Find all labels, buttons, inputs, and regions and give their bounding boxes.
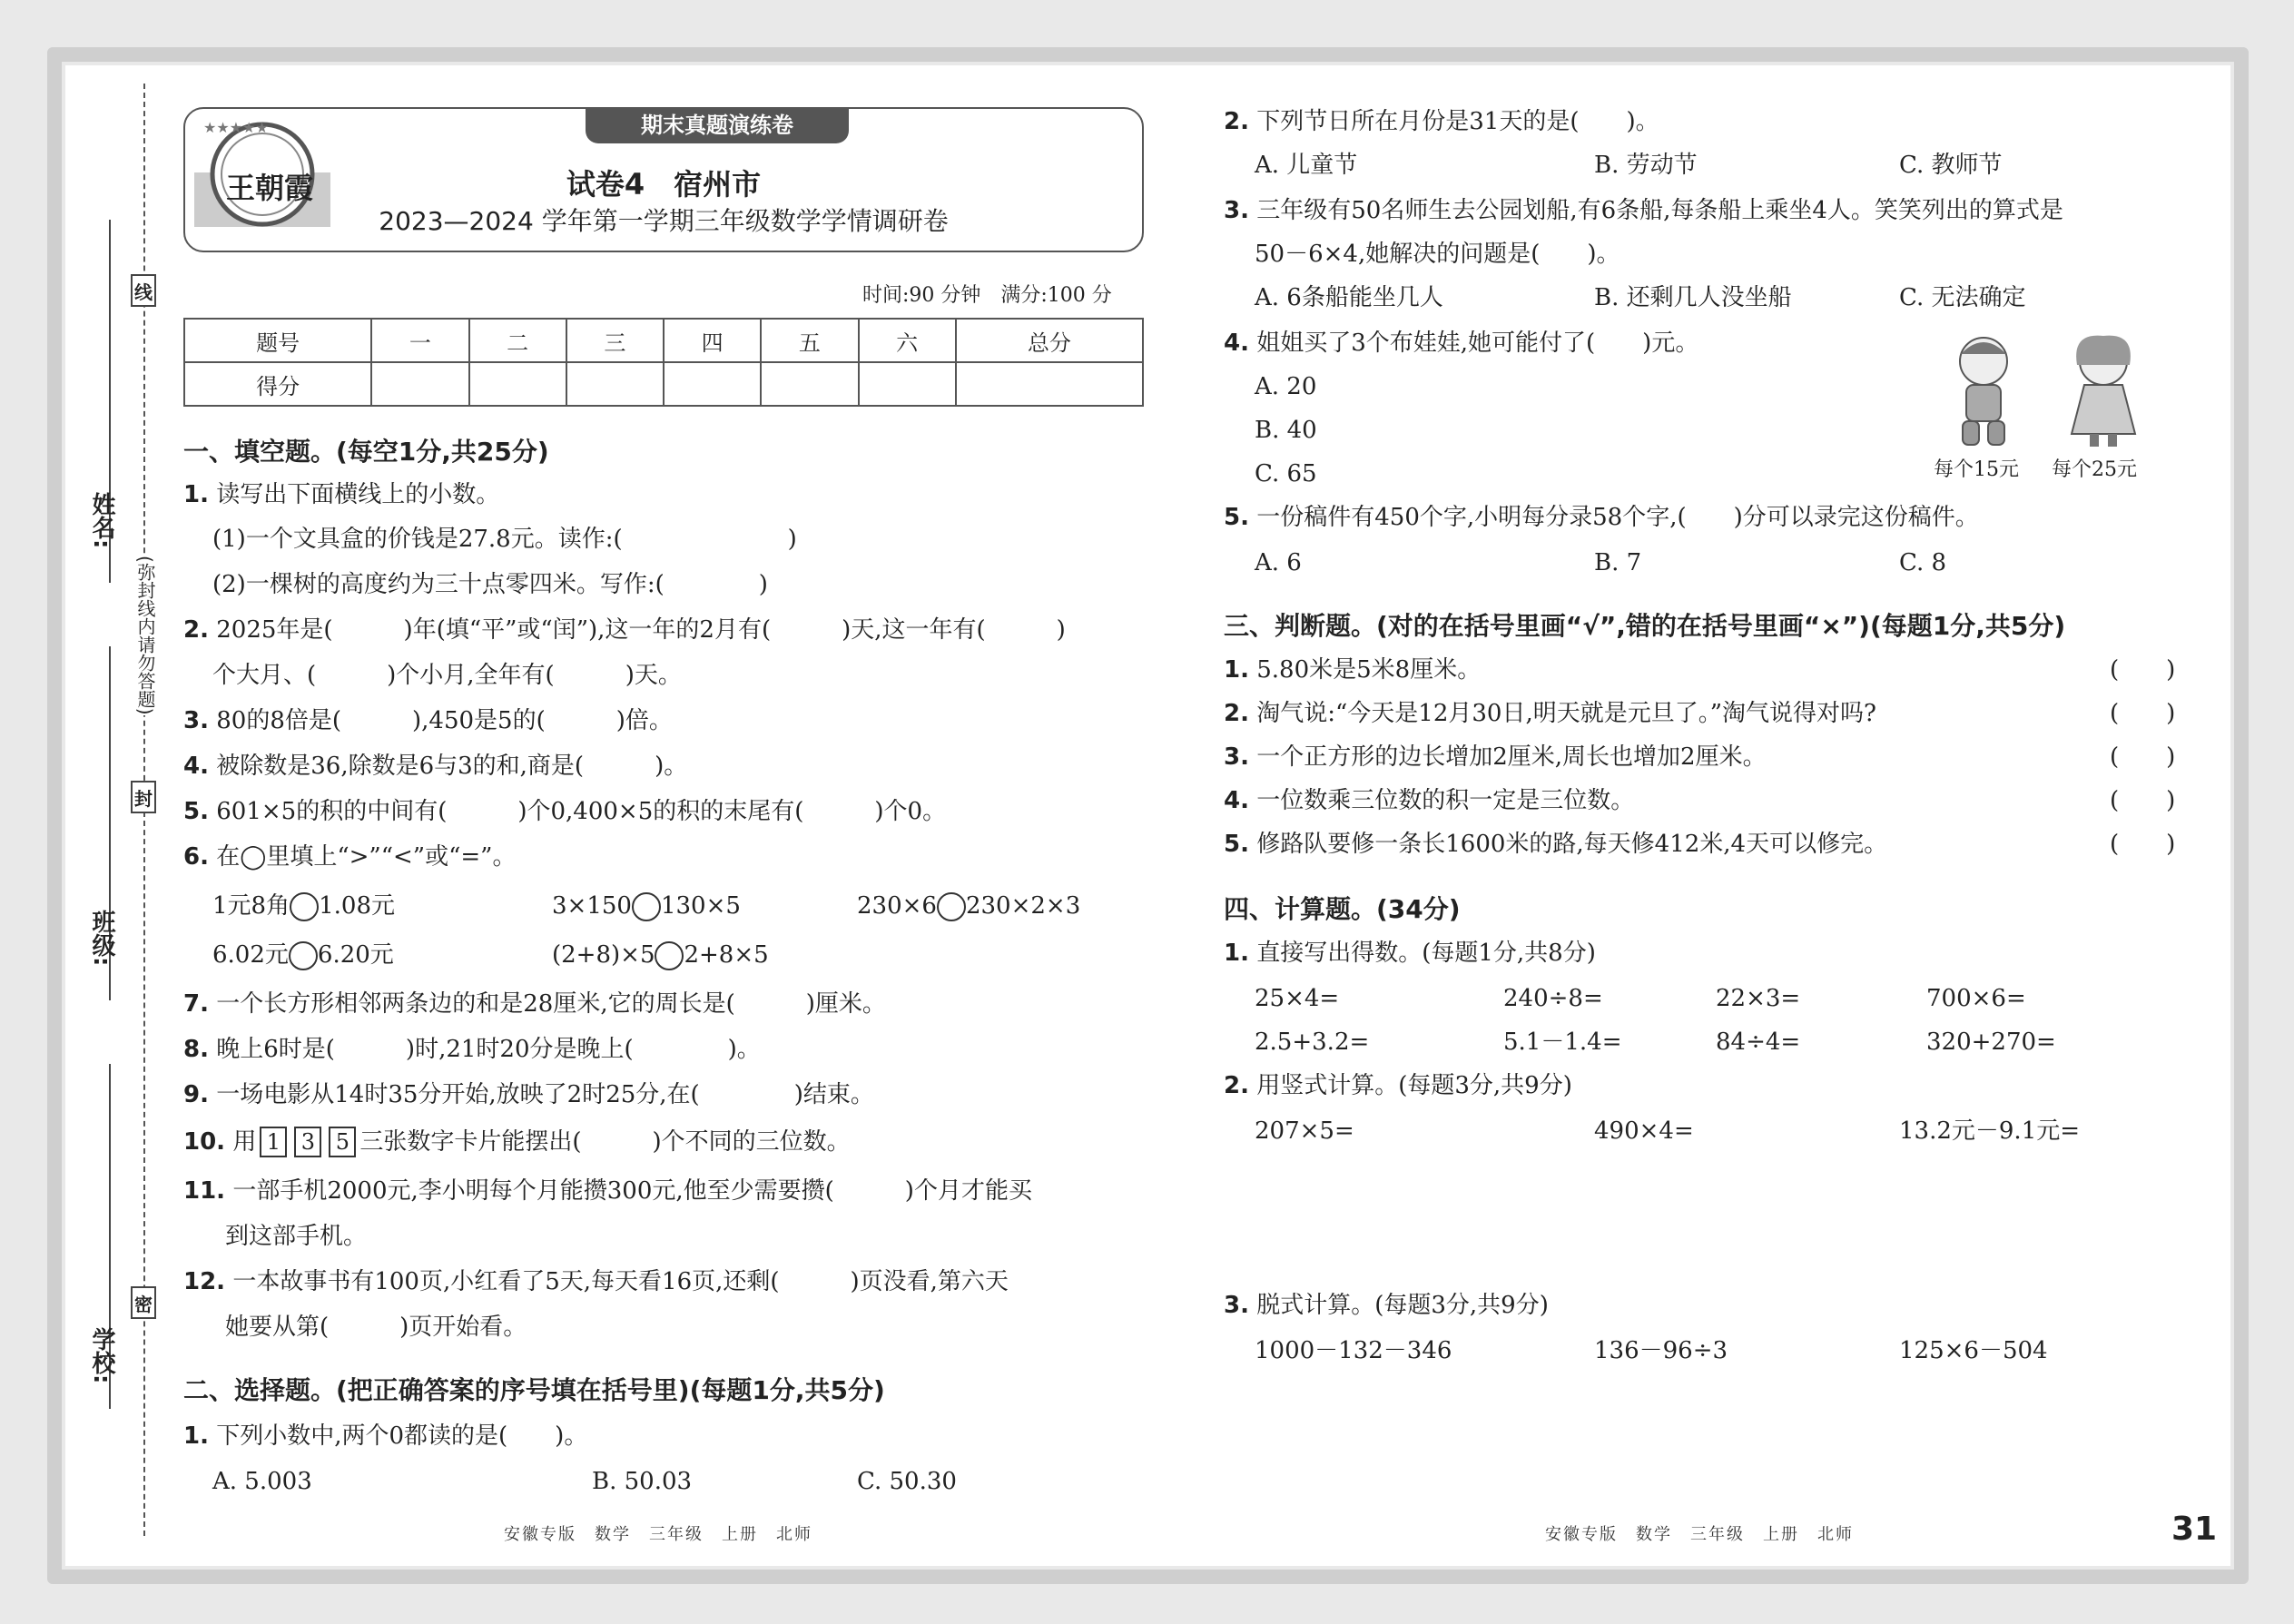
q-text: 一份稿件有450个字,小明每分录58个字,( )分可以录完这份稿件。 bbox=[1256, 504, 1979, 531]
q-text: 修路队要修一条长1600米的路,每天修412米,4天可以修完。 bbox=[1256, 831, 1888, 858]
mental-calc: 2.5+3.2= bbox=[1255, 1029, 1370, 1056]
q-num: 7. bbox=[183, 990, 209, 1018]
score-col: 六 bbox=[859, 319, 956, 362]
s1-q7 bbox=[183, 986, 886, 1022]
s2-q3-opt-c[interactable]: C. 无法确定 bbox=[1899, 284, 2026, 311]
svg-text:★★★★★: ★★★★★ bbox=[203, 119, 269, 136]
s1-q6 bbox=[183, 839, 516, 875]
judge-item-5 bbox=[1224, 826, 1887, 862]
q-num: 5. bbox=[183, 798, 209, 825]
q-num: 12. bbox=[183, 1268, 226, 1295]
q-num: 1. bbox=[183, 1422, 209, 1450]
q-text: 一位数乘三位数的积一定是三位数。 bbox=[1256, 787, 1635, 814]
digit-card: 5 bbox=[329, 1127, 356, 1157]
judge-item-1 bbox=[1224, 652, 1481, 688]
s2-q1-opt-c[interactable]: C. 50.30 bbox=[857, 1468, 957, 1495]
s1-q4 bbox=[183, 748, 687, 784]
mental-calc: 320+270= bbox=[1926, 1029, 2056, 1056]
vertical-calc: 490×4= bbox=[1594, 1117, 1694, 1145]
q-text: 姐姐买了3个布娃娃,她可能付了( )元。 bbox=[1256, 330, 1699, 357]
mental-calc: 240÷8= bbox=[1503, 985, 1603, 1012]
s1-q5 bbox=[183, 793, 946, 830]
q-num: 3. bbox=[1224, 1292, 1249, 1319]
s1-q12-cont: 她要从第( )页开始看。 bbox=[225, 1314, 527, 1341]
s1-q8 bbox=[183, 1031, 761, 1068]
q-text: 读写出下面横线上的小数。 bbox=[216, 481, 500, 508]
q-num: 8. bbox=[183, 1036, 209, 1063]
q-num: 11. bbox=[183, 1177, 226, 1205]
score-table bbox=[183, 318, 1144, 407]
score-col: 五 bbox=[761, 319, 858, 362]
q-num: 9. bbox=[183, 1081, 209, 1108]
score-cell[interactable] bbox=[469, 362, 566, 406]
q-text: 5.80米是5米8厘米。 bbox=[1256, 656, 1482, 684]
judge-answer-3[interactable]: ( ) bbox=[2110, 743, 2176, 771]
mental-calc: 84÷4= bbox=[1716, 1029, 1801, 1056]
q-num: 1. bbox=[183, 481, 209, 508]
score-value-row bbox=[184, 362, 1143, 406]
compare-left: (2+8)×5 bbox=[552, 941, 655, 969]
boy-doll-icon bbox=[1943, 332, 2024, 450]
s2-q4 bbox=[1224, 325, 1698, 361]
s2-q2 bbox=[1224, 103, 1659, 140]
score-row-label: 得分 bbox=[184, 362, 371, 406]
vertical-calc: 207×5= bbox=[1255, 1117, 1354, 1145]
s1-q9 bbox=[183, 1077, 874, 1113]
q-num: 10. bbox=[183, 1128, 226, 1156]
compare-left: 6.02元 bbox=[212, 941, 289, 969]
q-num: 1. bbox=[1224, 656, 1249, 684]
seal-mark-secret: 密 bbox=[131, 1286, 156, 1319]
q-text: 被除数是36,除数是6与3的和,商是( )。 bbox=[216, 753, 688, 780]
q-text-post: 三张数字卡片能摆出( )个不同的三位数。 bbox=[359, 1128, 851, 1156]
s2-q5-opt-a[interactable]: A. 6 bbox=[1255, 549, 1302, 576]
compare-circle[interactable] bbox=[937, 892, 966, 921]
score-cell[interactable] bbox=[664, 362, 761, 406]
calc-part-2 bbox=[1224, 1068, 1572, 1104]
q-text: 晚上6时是( )时,21时20分是晚上( )。 bbox=[216, 1036, 761, 1063]
score-cell[interactable] bbox=[956, 362, 1143, 406]
q-text: 在◯里填上“>”“<”或“=”。 bbox=[216, 843, 517, 871]
s1-q11-cont: 到这部手机。 bbox=[225, 1223, 368, 1250]
q-text: 一本故事书有100页,小红看了5天,每天看16页,还剩( )页没看,第六天 bbox=[232, 1268, 1009, 1295]
compare-left: 3×150 bbox=[552, 892, 632, 920]
score-cell[interactable] bbox=[859, 362, 956, 406]
compare-circle[interactable] bbox=[655, 941, 684, 970]
q-num: 3. bbox=[183, 707, 209, 734]
s2-q3 bbox=[1224, 192, 2063, 229]
step-calc: 125×6－504 bbox=[1899, 1337, 2048, 1364]
q-text: 用竖式计算。(每题3分,共9分) bbox=[1256, 1072, 1572, 1099]
q-num: 4. bbox=[1224, 330, 1249, 357]
compare-4 bbox=[212, 937, 394, 973]
section1-title: 一、填空题。(每空1分,共25分) bbox=[183, 437, 549, 467]
s2-q4-opt-b[interactable]: B. 40 bbox=[1255, 417, 1317, 444]
s2-q2-opt-c[interactable]: C. 教师节 bbox=[1899, 152, 2003, 179]
girl-doll-image bbox=[2063, 332, 2144, 450]
compare-right: 2+8×5 bbox=[684, 941, 769, 969]
q-text: 一场电影从14时35分开始,放映了2时25分,在( )结束。 bbox=[216, 1081, 874, 1108]
step-calc: 136－96÷3 bbox=[1594, 1337, 1728, 1364]
vertical-calc: 13.2元－9.1元= bbox=[1899, 1117, 2081, 1145]
s1-q3 bbox=[183, 703, 673, 739]
seal-note: (弥封线内请勿答题) bbox=[133, 556, 159, 715]
judge-item-2 bbox=[1224, 695, 1876, 732]
mental-calc: 22×3= bbox=[1716, 985, 1801, 1012]
compare-5 bbox=[552, 937, 769, 973]
score-cell[interactable] bbox=[566, 362, 664, 406]
q-text: 淘气说:“今天是12月30日,明天就是元旦了。”淘气说得对吗? bbox=[1256, 700, 1876, 727]
q-num: 2. bbox=[183, 616, 209, 644]
compare-2 bbox=[552, 888, 741, 924]
s2-q4-opt-c[interactable]: C. 65 bbox=[1255, 460, 1317, 487]
score-col: 总分 bbox=[956, 319, 1143, 362]
score-cell[interactable] bbox=[761, 362, 858, 406]
judge-answer-4[interactable]: ( ) bbox=[2110, 787, 2176, 814]
q-text: 601×5的积的中间有( )个0,400×5的积的末尾有( )个0。 bbox=[216, 798, 947, 825]
price-boy-doll: 每个15元 bbox=[1934, 458, 2019, 481]
time-score-info: 时间:90 分钟 满分:100 分 bbox=[862, 284, 1112, 307]
compare-left: 1元8角 bbox=[212, 892, 290, 920]
s1-q2 bbox=[183, 612, 1066, 648]
boy-doll-image bbox=[1943, 332, 2024, 450]
judge-answer-5[interactable]: ( ) bbox=[2110, 831, 2176, 858]
compare-right: 230×2×3 bbox=[965, 892, 1081, 920]
digit-card: 3 bbox=[294, 1127, 321, 1157]
step-calc: 1000－132－346 bbox=[1255, 1337, 1452, 1364]
footer-left: 安徽专版 数学 三年级 上册 北师 bbox=[504, 1525, 812, 1544]
q-num: 6. bbox=[183, 843, 209, 871]
mental-calc: 5.1－1.4= bbox=[1503, 1029, 1622, 1056]
q-text: 直接写出得数。(每题1分,共8分) bbox=[1256, 940, 1596, 967]
q-text: 一部手机2000元,李小明每个月能攒300元,他至少需要攒( )个月才能买 bbox=[232, 1177, 1032, 1205]
q-text: 用 bbox=[232, 1128, 257, 1156]
q-text: 2025年是( )年(填“平”或“闰”),这一年的2月有( )天,这一年有( ) bbox=[216, 616, 1066, 644]
s1-q1 bbox=[183, 477, 499, 513]
q-text: 下列节日所在月份是31天的是( )。 bbox=[1256, 108, 1659, 135]
s1-q10 bbox=[183, 1124, 851, 1160]
judge-item-4 bbox=[1224, 782, 1634, 819]
s2-q5-opt-c[interactable]: C. 8 bbox=[1899, 549, 1947, 576]
compare-right: 130×5 bbox=[660, 892, 741, 920]
q-num: 4. bbox=[183, 753, 209, 780]
q-text: 一个长方形相邻两条边的和是28厘米,它的周长是( )厘米。 bbox=[216, 990, 886, 1018]
exam-title: 试卷4 宿州市 bbox=[566, 167, 762, 202]
score-col: 题号 bbox=[184, 319, 371, 362]
logo-text: 王朝霞 bbox=[226, 171, 314, 205]
compare-circle[interactable] bbox=[289, 941, 318, 970]
compare-circle[interactable] bbox=[290, 892, 319, 921]
s2-q3-opt-b[interactable]: B. 还剩几人没坐船 bbox=[1594, 284, 1792, 311]
school-label: 学校: bbox=[88, 1327, 115, 1384]
q-text: 下列小数中,两个0都读的是( )。 bbox=[216, 1422, 588, 1450]
calc-part-1 bbox=[1224, 935, 1596, 971]
q-num: 2. bbox=[1224, 700, 1249, 727]
compare-1 bbox=[212, 888, 395, 924]
s2-q3-opt-a[interactable]: A. 6条船能坐几人 bbox=[1255, 284, 1443, 311]
q-num: 3. bbox=[1224, 197, 1249, 224]
seal-mark-line: 线 bbox=[131, 274, 156, 307]
s1-q1a: (1)一个文具盒的价钱是27.8元。读作:( ) bbox=[212, 526, 797, 553]
mental-calc: 25×4= bbox=[1255, 985, 1340, 1012]
price-girl-doll: 每个25元 bbox=[2052, 458, 2137, 481]
compare-right: 1.08元 bbox=[319, 892, 395, 920]
exam-subtitle: 2023—2024 学年第一学期三年级数学学情调研卷 bbox=[379, 206, 949, 236]
name-label: 姓名: bbox=[88, 492, 115, 549]
section3-title: 三、判断题。(对的在括号里画“√”,错的在括号里画“×”)(每题1分,共5分) bbox=[1224, 611, 2066, 641]
compare-3 bbox=[857, 888, 1080, 924]
q-num: 2. bbox=[1224, 1072, 1249, 1099]
compare-circle[interactable] bbox=[632, 892, 661, 921]
s1-q11 bbox=[183, 1173, 1032, 1209]
page-number: 31 bbox=[2171, 1511, 2218, 1548]
s2-q1-opt-a[interactable]: A. 5.003 bbox=[212, 1468, 312, 1495]
s2-q5-opt-b[interactable]: B. 7 bbox=[1594, 549, 1642, 576]
score-col: 二 bbox=[469, 319, 566, 362]
s2-q5 bbox=[1224, 499, 1979, 536]
judge-answer-2[interactable]: ( ) bbox=[2110, 700, 2176, 727]
binding-sidebar bbox=[65, 65, 165, 1566]
q-text: 脱式计算。(每题3分,共9分) bbox=[1256, 1292, 1549, 1319]
calc-part-3 bbox=[1224, 1287, 1549, 1324]
judge-answer-1[interactable]: ( ) bbox=[2110, 656, 2176, 684]
q-num: 2. bbox=[1224, 108, 1249, 135]
score-col: 一 bbox=[371, 319, 468, 362]
compare-right: 6.20元 bbox=[317, 941, 394, 969]
digit-card: 1 bbox=[260, 1127, 287, 1157]
score-col: 三 bbox=[566, 319, 664, 362]
score-col: 四 bbox=[664, 319, 761, 362]
s2-q1 bbox=[183, 1418, 587, 1454]
s2-q4-opt-a[interactable]: A. 20 bbox=[1255, 373, 1317, 400]
s2-q2-opt-a[interactable]: A. 儿童节 bbox=[1255, 152, 1358, 179]
q-num: 5. bbox=[1224, 831, 1249, 858]
score-cell[interactable] bbox=[371, 362, 468, 406]
exam-type-banner: 期末真题演练卷 bbox=[586, 107, 849, 143]
q-text: 80的8倍是( ),450是5的( )倍。 bbox=[216, 707, 673, 734]
s1-q12 bbox=[183, 1264, 1009, 1300]
section4-title: 四、计算题。(34分) bbox=[1224, 894, 1461, 924]
q-num: 1. bbox=[1224, 940, 1249, 967]
s1-q1b: (2)一棵树的高度约为三十点零四米。写作:( ) bbox=[212, 571, 768, 598]
q-num: 4. bbox=[1224, 787, 1249, 814]
class-label: 班级: bbox=[88, 910, 115, 967]
footer-right: 安徽专版 数学 三年级 上册 北师 bbox=[1545, 1525, 1854, 1544]
q-num: 5. bbox=[1224, 504, 1249, 531]
score-header-row bbox=[184, 319, 1143, 362]
s1-q2-cont: 个大月、( )个小月,全年有( )天。 bbox=[212, 662, 682, 689]
s2-q1-opt-b[interactable]: B. 50.03 bbox=[592, 1468, 693, 1495]
mental-calc: 700×6= bbox=[1926, 985, 2026, 1012]
seal-mark-seal: 封 bbox=[131, 781, 156, 813]
q-text: 一个正方形的边长增加2厘米,周长也增加2厘米。 bbox=[1256, 743, 1767, 771]
compare-left: 230×6 bbox=[857, 892, 937, 920]
q-num: 3. bbox=[1224, 743, 1249, 771]
s2-q3-cont: 50－6×4,她解决的问题是( )。 bbox=[1255, 241, 1620, 268]
s2-q2-opt-b[interactable]: B. 劳动节 bbox=[1594, 152, 1698, 179]
girl-doll-icon bbox=[2063, 332, 2144, 450]
q-text: 三年级有50名师生去公园划船,有6条船,每条船上乘坐4人。笑笑列出的算式是 bbox=[1256, 197, 2063, 224]
section2-title: 二、选择题。(把正确答案的序号填在括号里)(每题1分,共5分) bbox=[183, 1375, 885, 1405]
judge-item-3 bbox=[1224, 739, 1767, 775]
